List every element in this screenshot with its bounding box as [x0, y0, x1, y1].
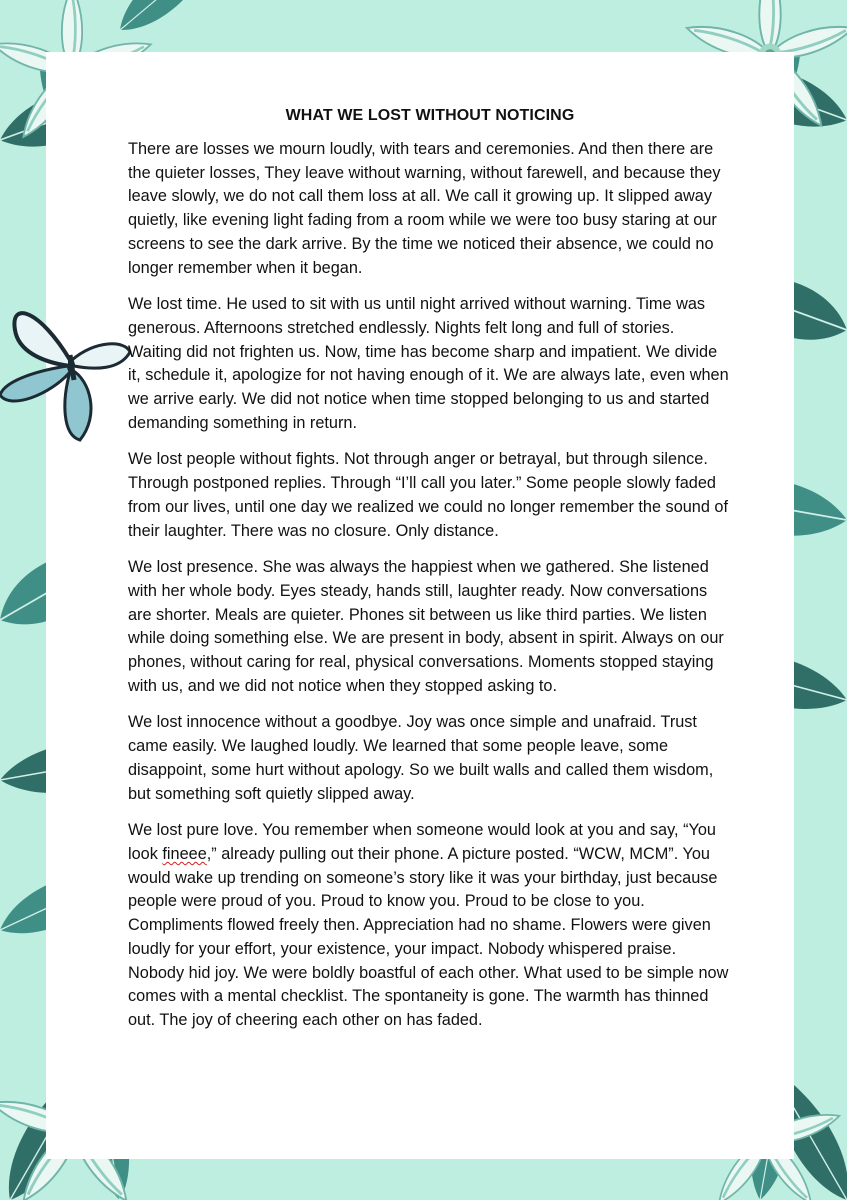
paragraph [128, 819, 732, 1032]
butterfly-icon [0, 300, 135, 445]
paragraph: We lost innocence without a goodbye. Joy was once simple and unafraid. Trust came easily. We laughed loudly. We learned that some people leave, some disappoint, some hurt without apology. So we built walls and called them wisdom, but something soft quietly slipped away. [128, 713, 714, 803]
document-body [128, 104, 732, 1046]
paragraph: We lost people without fights. Not through anger or betrayal, but through silence. Through postponed replies. Through “I’ll call you later.” Some people slowly faded from our lives, until one day we realized we could no longer remember the sound of their laughter. There was no closure. Only distance. [128, 450, 729, 540]
paragraph: There are losses we mourn loudly, with tears and ceremonies. And then there are the quieter losses, They leave without warning, without farewell, and because they leave slowly, we do not call them loss at all. We call it growing up. It slipped away quietly, like evening light fading from a room while we were too busy staring at our screens to see the dark arrive. By the time we noticed their absence, we could no longer remember when it began. [128, 140, 721, 277]
paragraph-text: We lost pure love. You remember when someone would look at you and say, “You look [128, 821, 716, 863]
document-title: WHAT WE LOST WITHOUT NOTICING [285, 107, 575, 124]
paragraph-text: ,” already pulling out their phone. A picture posted. “WCW, MCM”. You would wake up trending on someone’s story like it was your birthday, just because people were proud of you. Proud to know you. Proud to be close to you. Compliments flowed freely then. Appreciation had no shame. Flowers were given loudly for your effort, your existence, your impact. Nobody whispered praise. Nobody hid joy. We were boldly boastful of each other. What used to be simple now comes with a mental checklist. The spontaneity is gone. The warmth has thinned out. The joy of cheering each other on has faded. [128, 844, 729, 1029]
paragraph: We lost presence. She was always the happiest when we gathered. She listened with her whole body. Eyes steady, hands still, laughter ready. Now conversations are shorter. Meals are quieter. Phones sit between us like third parties. We listen while doing something else. We are present in body, absent in spirit. Always on our phones, without caring for real, physical conversations. Moments stopped staying with us, and we did not notice when they stopped asking to. [128, 558, 724, 695]
paragraph: We lost time. He used to sit with us until night arrived without warning. Time was generous. Afternoons stretched endlessly. Nights felt long and full of stories. Waiting did not frighten us. Now, time has become sharp and impatient. We divide it, schedule it, apologize for not having enough of it. We are always late, even when we arrive early. We did not notice when time stopped belonging to us and started demanding something in return. [128, 295, 729, 432]
spellcheck-flagged-word[interactable]: fineee [162, 844, 207, 863]
